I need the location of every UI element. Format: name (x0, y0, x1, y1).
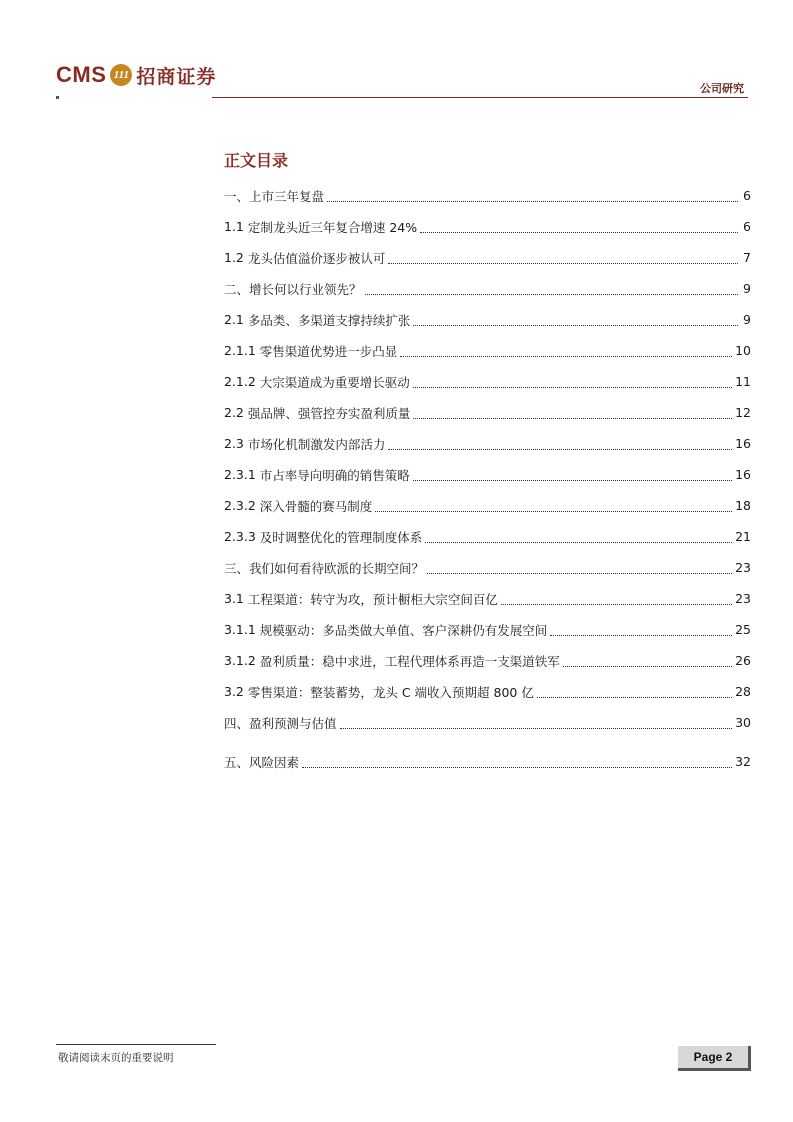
toc-entry-page: 16 (735, 467, 751, 482)
toc-entry-page: 9 (743, 281, 751, 296)
toc-entry-number: 1.2 (224, 250, 248, 265)
toc-entry[interactable] (224, 746, 751, 777)
toc-leader-dots (420, 232, 738, 233)
toc-entry[interactable] (224, 490, 751, 521)
toc-entry-number: 2.1 (224, 312, 248, 327)
company-logo (56, 60, 216, 90)
toc-entry-page: 21 (735, 529, 751, 544)
toc-entry-page: 30 (735, 715, 751, 730)
toc-entry[interactable] (224, 583, 751, 614)
logo-chinese-name: 招商证券 (136, 65, 217, 88)
toc-leader-dots (302, 767, 732, 768)
toc-leader-dots (375, 511, 732, 512)
toc-entry-page: 10 (735, 343, 751, 358)
logo-cms-text: CMS (56, 62, 107, 87)
toc-entry[interactable] (224, 242, 751, 273)
toc-entry[interactable] (224, 552, 751, 583)
toc-leader-dots (425, 542, 732, 543)
toc-entry-number: 3.1.1 (224, 622, 260, 637)
toc-entry-title: 定制龙头近三年复合增速 24% (247, 219, 418, 235)
toc-entry-number: 五、 (224, 754, 250, 770)
header-divider (212, 97, 748, 98)
toc-leader-dots (327, 201, 738, 202)
toc-entry[interactable] (224, 211, 751, 242)
toc-entry-title: 强品牌、强管控夯实盈利质量 (247, 405, 411, 421)
toc-entry[interactable] (224, 459, 751, 490)
toc-entry-page: 7 (743, 250, 751, 265)
toc-entry-title: 大宗渠道成为重要增长驱动 (259, 374, 410, 390)
toc-leader-dots (400, 356, 732, 357)
toc-entry-page: 25 (735, 622, 751, 637)
report-type-tag: 公司研究 (700, 82, 744, 95)
toc-entry[interactable] (224, 180, 751, 211)
toc-leader-dots (413, 480, 732, 481)
toc-leader-dots (340, 728, 733, 729)
toc-leader-dots (537, 697, 732, 698)
toc-leader-dots (563, 666, 732, 667)
toc-entry-page: 12 (735, 405, 751, 420)
toc-entry-page: 23 (735, 591, 751, 606)
toc-entry-page: 18 (735, 498, 751, 513)
toc-entry-title: 增长何以行业领先？ (249, 281, 362, 297)
toc-entry-title: 深入骨髓的赛马制度 (259, 498, 373, 514)
toc-entry-title: 龙头估值溢价逐步被认可 (247, 250, 386, 266)
toc-entry-title: 上市三年复盘 (249, 188, 325, 204)
toc-entry-page: 26 (735, 653, 751, 668)
toc-leader-dots (550, 635, 732, 636)
toc-entry[interactable] (224, 676, 751, 707)
toc-entry-number: 二、 (224, 281, 250, 297)
toc-entry-title: 风险因素 (249, 754, 300, 770)
toc-leader-dots (413, 418, 732, 419)
logo-emblem-icon (110, 64, 132, 86)
toc-leader-dots (365, 294, 738, 295)
toc-entry[interactable] (224, 366, 751, 397)
toc-entry-page: 16 (735, 436, 751, 451)
toc-leader-dots (388, 449, 732, 450)
toc-entry-number: 3.1 (224, 591, 248, 606)
toc-entry-title: 盈利预测与估值 (249, 715, 337, 731)
toc-entry-title: 工程渠道：转守为攻，预计橱柜大宗空间百亿 (247, 591, 498, 607)
toc-entry-title: 零售渠道优势进一步凸显 (259, 343, 398, 359)
toc-entry-title: 规模驱动：多品类做大单值、客户深耕仍有发展空间 (259, 622, 548, 638)
header-dot (56, 96, 59, 99)
toc-entry-page: 11 (735, 374, 751, 389)
toc-entry-page: 6 (743, 188, 751, 203)
toc-entry-number: 2.1.1 (224, 343, 260, 358)
toc-entry-number: 2.2 (224, 405, 248, 420)
toc-entry-number: 一、 (224, 188, 250, 204)
table-of-contents (224, 180, 751, 777)
toc-entry[interactable] (224, 645, 751, 676)
toc-title: 正文目录 (224, 151, 289, 170)
toc-entry[interactable] (224, 707, 751, 738)
toc-entry-number: 2.3.3 (224, 529, 260, 544)
toc-entry-number: 四、 (224, 715, 250, 731)
toc-entry-title: 盈利质量：稳中求进，工程代理体系再造一支渠道铁军 (259, 653, 560, 669)
toc-entry-page: 6 (743, 219, 751, 234)
toc-entry-number: 2.3.2 (224, 498, 260, 513)
toc-leader-dots (388, 263, 738, 264)
toc-entry[interactable] (224, 335, 751, 366)
disclaimer-note: 敬请阅读末页的重要说明 (58, 1052, 174, 1064)
toc-entry-title: 市场化机制激发内部活力 (247, 436, 386, 452)
toc-entry-title: 零售渠道：整装蓄势，龙头 C 端收入预期超 800 亿 (247, 684, 534, 700)
toc-entry-title: 我们如何看待欧派的长期空间？ (249, 560, 425, 576)
toc-entry-number: 3.2 (224, 684, 248, 699)
toc-entry-page: 28 (735, 684, 751, 699)
toc-entry[interactable] (224, 397, 751, 428)
toc-entry-number: 3.1.2 (224, 653, 260, 668)
toc-entry[interactable] (224, 521, 751, 552)
toc-entry-page: 9 (743, 312, 751, 327)
toc-entry-number: 2.3 (224, 436, 248, 451)
toc-entry-title: 及时调整优化的管理制度体系 (259, 529, 423, 545)
toc-entry-page: 32 (735, 754, 751, 769)
toc-entry[interactable] (224, 273, 751, 304)
toc-entry[interactable] (224, 614, 751, 645)
toc-entry-number: 2.3.1 (224, 467, 260, 482)
toc-entry-number: 2.1.2 (224, 374, 260, 389)
toc-entry-number: 三、 (224, 560, 250, 576)
page-number-badge: Page 2 (678, 1046, 751, 1071)
toc-leader-dots (501, 604, 732, 605)
toc-entry-title: 市占率导向明确的销售策略 (259, 467, 410, 483)
toc-entry[interactable] (224, 428, 751, 459)
footer-divider (56, 1044, 216, 1045)
toc-entry-page: 23 (735, 560, 751, 575)
toc-entry[interactable] (224, 304, 751, 335)
toc-entry-number: 1.1 (224, 219, 248, 234)
toc-entry-title: 多品类、多渠道支撑持续扩张 (247, 312, 411, 328)
toc-leader-dots (413, 387, 732, 388)
toc-leader-dots (413, 325, 738, 326)
toc-leader-dots (427, 573, 732, 574)
logo-emblem-text: 111 (113, 69, 130, 81)
